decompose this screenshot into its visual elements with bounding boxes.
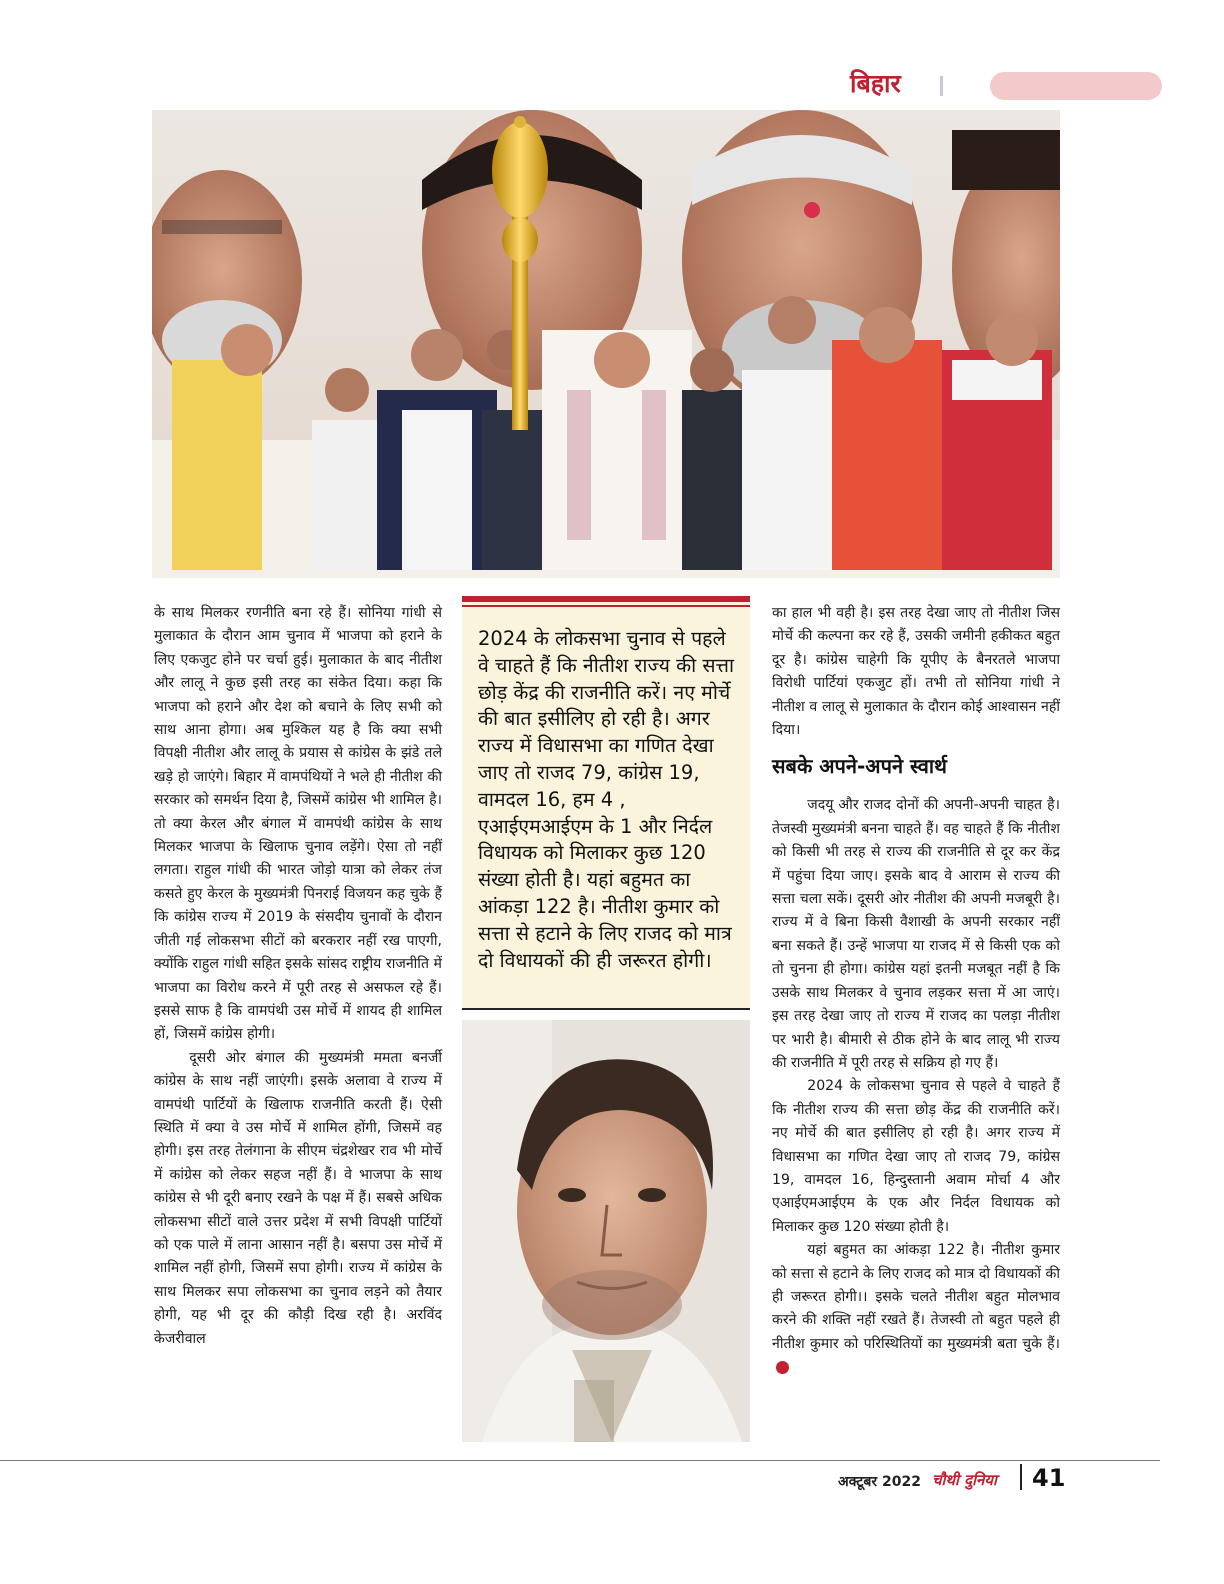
- portrait-photo: [462, 1020, 750, 1442]
- header-pill-decoration: [990, 72, 1162, 100]
- portrait-image: [462, 1020, 750, 1442]
- rally-stage-image: [152, 110, 1060, 578]
- article-paragraph: दूसरी ओर बंगाल की मुख्यमंत्री ममता बनर्जी कांग्रेस के साथ नहीं जाएंगी। इसके अलावा वे राज्य में वामपंथी पार्टियों के खिलाफ राजनीति करती हैं। ऐसी स्थिति में क्या वे उस मोर्चे में शामिल होंगी, जिसमें वह होगी। इस तरह तेलंगाना के सीएम चंद्रशेखर राव भी मोर्चे में कांग्रेस को लेकर सहज नहीं हैं। वे भाजपा के साथ कांग्रेस से भी दूरी बनाए रखने के पक्ष में हैं। सबसे अधिक लोकसभा सीटों वाले उत्तर प्रदेश में सभी विपक्षी पार्टियों को एक पाले में लाना आसान नहीं है। बसपा उस मोर्चे में शामिल नहीं होगी, जिसमें सपा होगी। राज्य में कांग्रेस के साथ मिलकर सपा लोकसभा का चुनाव लड़ने को तैयार होगी, यह भी दूर की कौड़ी दिख रही है। अरविंद केजरीवाल: [154, 1049, 442, 1347]
- article-paragraph: जदयू और राजद दोनों की अपनी-अपनी चाहत है। तेजस्वी मुख्यमंत्री बनना चाहते हैं। वह चाहते हैं कि नीतीश को किसी भी तरह से राज्य की राजनीति से दूर कर केंद्र में पहुंचा दिया जाए। इसके बाद वे आराम से राज्य की सत्ता चला सकें। दूसरी ओर नीतीश की अपनी मजबूरी है। राज्य में वे बिना किसी वैशाखी के अपनी सरकार नहीं बना सकते हैं। उन्हें भाजपा या राजद में से किसी एक को तो चुनना ही होगा। कांग्रेस यहां इतनी मजबूत नहीं है कि उसके साथ मिलकर वे चुनाव लड़कर सत्ता में आ जाएं। इस तरह देखा जाए तो राज्य में राजद का पलड़ा नीतीश पर भारी है। बीमारी से ठीक होने के बाद लालू भी राज्य की राजनीति में पूरी तरह से सक्रिय हो गए हैं।: [772, 797, 1060, 1071]
- article-paragraph: 2024 के लोकसभा चुनाव से पहले वे चाहते हैं कि नीतीश राज्य की सत्ता छोड़ केंद्र की राजनीति करें। नए मोर्चे की बात इसीलिए हो रही है। अगर राज्य में विधासभा का गणित देखा जाए तो राजद 79, कांग्रेस 19, वामदल 16, हिन्दुस्तानी अवाम मोर्चा 4 और एआईएमआईएम के एक और निर्दल विधायक को मिलाकर कुछ 120 संख्या होती है।: [772, 1078, 1060, 1235]
- article-paragraph: का हाल भी वही है। इस तरह देखा जाए तो नीतीश जिस मोर्चे की कल्पना कर रहे हैं, उसकी जमीनी हकीकत बहुत दूर है। कांग्रेस चाहेगी कि यूपीए के बैनरतले भाजपा विरोधी पार्टियां एकजुट हों। तभी तो सोनिया गांधी ने नीतीश व लालू से मुलाकात के दौरान कोई आश्वासन नहीं दिया।: [772, 605, 1060, 739]
- pull-quote-box: [462, 596, 750, 1010]
- pull-quote-bottom-rule: [462, 1008, 750, 1010]
- footer-brand-logo: चौथी दुनिया: [932, 1471, 997, 1489]
- pull-quote-top-rule: [462, 596, 750, 602]
- article-right-column: [772, 602, 1060, 1380]
- article-left-column: [154, 602, 442, 1351]
- footer-rule: [0, 1460, 1160, 1461]
- article-subheading: सबके अपने-अपने स्वार्थ: [772, 754, 947, 779]
- article-paragraph: के साथ मिलकर रणनीति बना रहे हैं। सोनिया गांधी से मुलाकात के दौरान आम चुनाव में भाजपा को हराने के लिए एकजुट होने पर चर्चा हुई। मुलाकात के बाद नीतीश और लालू ने कुछ इसी तरह का संकेत दिया। कहा कि भाजपा को हराने और देश को बचाने के लिए सभी को साथ आना होगा। अब मुश्किल यह है कि क्या सभी विपक्षी नीतीश और लालू के प्रयास से कांग्रेस के झंडे तले खड़े हो जाएंगे। बिहार में वामपंथियों ने भले ही नीतीश की सरकार को समर्थन दिया है, जिसमें कांग्रेस भी शामिल है। तो क्या केरल और बंगाल में वामपंथी कांग्रेस के साथ मिलकर भाजपा के खिलाफ चुनाव लड़ेंगे। ऐसा तो नहीं लगता। राहुल गांधी की भारत जोड़ो यात्रा को लेकर तंज कसते हुए केरल के मुख्यमंत्री पिनराई विजयन कह चुके हैं कि कांग्रेस राज्य में 2019 के संसदीय चुनावों के दौरान जीती गई लोकसभा सीटों को बरकरार नहीं रख पाएगी, क्योंकि राहुल गांधी सहित इसके सांसद राष्ट्रीय राजनीति में भाजपा का विरोध करने में पूरी तरह से असफल रहे हैं। इससे साफ है कि वामपंथी उस मोर्चे में शायद ही शामिल हों, जिसमें कांग्रेस होगी।: [154, 605, 442, 1043]
- pull-quote-text: 2024 के लोकसभा चुनाव से पहले वे चाहते हैं कि नीतीश राज्य की सत्ता छोड़ केंद्र की राजनीति करें। नए मोर्चे की बात इसीलिए हो रही है। अगर राज्य में विधासभा का गणित देखा जाए तो राजद 79, कांग्रेस 19, वामदल 16, हम 4 , एआईएमआईएम के 1 और निर्दल विधायक को मिलाकर कुछ 120 संख्या होती है। यहां बहुमत का आंकड़ा 122 है। नीतीश कुमार को सत्ता से हटाने के लिए राजद को मात्र दो विधायकों की ही जरूरत होगी।: [478, 627, 735, 972]
- page-number: 41: [1032, 1464, 1066, 1492]
- end-mark-icon: [776, 1361, 789, 1374]
- header-divider: [940, 76, 943, 96]
- pull-quote-top-line: [462, 605, 750, 607]
- hero-photo: [152, 110, 1060, 578]
- footer-date: अक्टूबर 2022: [838, 1474, 921, 1490]
- footer-divider: [1020, 1464, 1022, 1490]
- section-label: बिहार: [850, 69, 901, 98]
- article-paragraph: यहां बहुमत का आंकड़ा 122 है। नीतीश कुमार को सत्ता से हटाने के लिए राजद को मात्र दो विधायकों की ही जरूरत होगी।। इसके चलते नीतीश बहुत मोलभाव करने की शक्ति नहीं रखते हैं। तेजस्वी तो बहुत पहले ही नीतीश कुमार को परिस्थितियों का मुख्यमंत्री बता चुके हैं।: [772, 1242, 1060, 1352]
